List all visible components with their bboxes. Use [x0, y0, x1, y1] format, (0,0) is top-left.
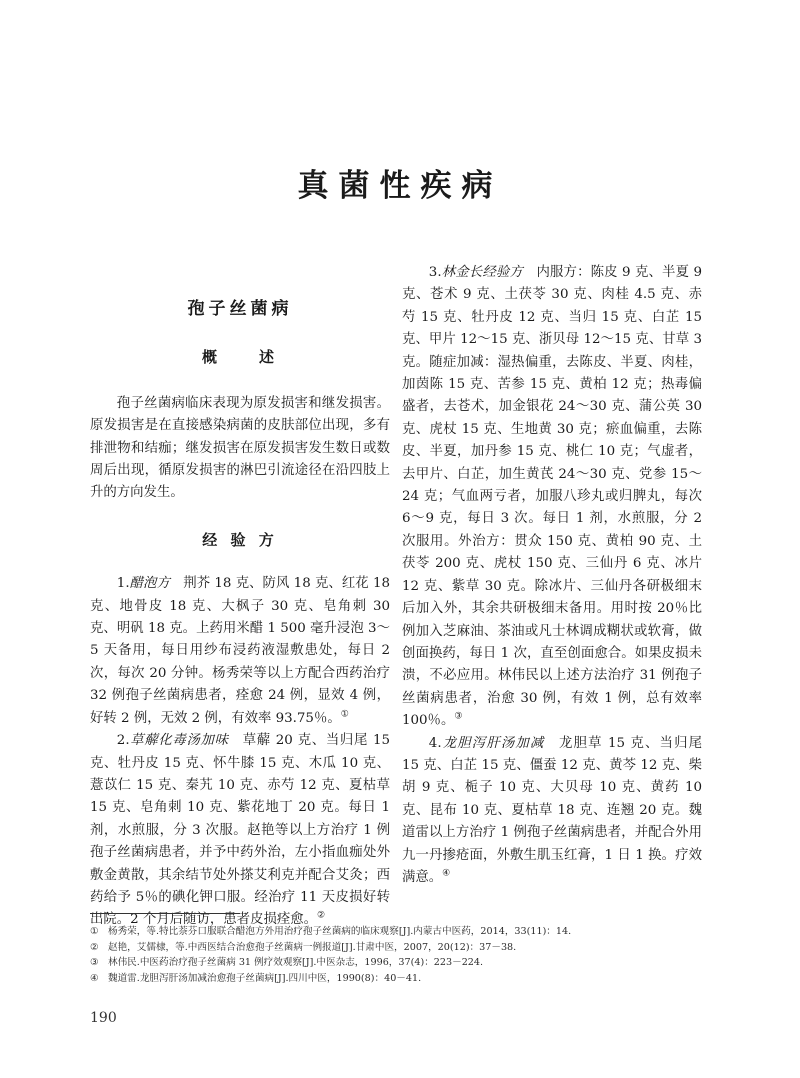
footnote-mark: ④	[90, 972, 99, 984]
formula-name: 醋泡方	[129, 576, 170, 592]
footnotes	[90, 924, 710, 986]
experience-heading: 经 验 方	[202, 530, 278, 549]
footnote-mark: ③	[90, 957, 99, 968]
formula-name: 林金长经验方	[441, 265, 523, 280]
page-title: 真菌性疾病	[297, 168, 503, 204]
footnote-ref[interactable]: ②	[317, 910, 326, 921]
footnote-text: 林伟民.中医药治疗孢子丝菌病 31 例疗效观察[J].中医杂志，1996，37(4)：223－224.	[108, 957, 484, 968]
footnote-ref[interactable]: ③	[454, 711, 463, 722]
footnote-ref[interactable]: ①	[340, 709, 349, 720]
footnote-item	[90, 940, 710, 956]
formula-text: 内服方：陈皮 9 克、半夏 9 克、苍术 9 克、土茯苓 30 克、肉桂 4.5 克、赤芍 15 克、牡丹皮 12 克、当归 15 克、白芷 15 克、甲片 12～15 克、浙贝母 12～15 克、甘草 3 克。随症加减：湿热偏重，去陈皮、半夏、肉桂，加茵陈 15 克、苦参 15 克、黄柏 12 克；热毒偏盛者，去苍术，加金银花 24～30 克、蒲公英 30 克、虎杖 15 克、生地黄 30 克；瘀血偏重，去陈皮、半夏，加丹参 15 克、桃仁 10 克；气虚者，去甲片、白芷，加生黄芪 24～30 克、党参 15～24 克；气血两亏者，加服八珍丸或归脾丸，每次 6～9 克，每日 3 次。每日 1 剂，水煎服，分 2 次服用。外治方：贯众 150 克、黄柏 90 克、土茯苓 200 克、虎杖 150 克、三仙丹 6 克、冰片 12 克、紫草 30 克。除冰片、三仙丹各研极细末后加入外，其余共研极细末备用。用时按 20％比例加入芝麻油、茶油或凡士林调成糊状或软膏，做创面换药，每日 1 次，直至创面愈合。如果皮损未溃，不必应用。林伟民以上述方法治疗 31 例孢子丝菌病患者，治愈 30 例，有效 1 例，总有效率 100％。	[402, 265, 703, 729]
footnote-text: 魏道雷.龙胆泻肝汤加减治愈孢子丝菌病[J].四川中医，1990(8)：40－41.	[108, 972, 422, 984]
footnote-divider	[90, 913, 240, 914]
footnote-mark: ②	[90, 941, 99, 953]
formula-name: 龙胆泻肝汤加减	[441, 735, 545, 751]
footnote-item	[90, 971, 710, 987]
overview-paragraph: 孢子丝菌病临床表现为原发损害和继发损害。原发损害是在直接感染病菌的皮肤部位出现，多有排泄物和结痂；继发损害在原发损害发生数日或数周后出现，循原发损害的淋巴引流途径在沿四肢上升的方向发生。	[90, 395, 390, 501]
footnote-mark: ①	[90, 926, 99, 937]
formula-text: 荆芥 18 克、防风 18 克、红花 18 克、地骨皮 18 克、大枫子 30 克、皂角刺 30 克、明矾 18 克。上药用米醋 1 500 毫升浸泡 3～5 天备用，每日用纱布浸药液湿敷患处，每日 2 次，每次 20 分钟。杨秀荣等以上方配合西药治疗 32 例孢子丝菌病患者，痊愈 24 例，显效 4 例，好转 2 例，无效 2 例，有效率 93.75％。	[90, 576, 390, 726]
formula-text: 草薢 20 克、当归尾 15 克、牡丹皮 15 克、怀牛膝 15 克、木瓜 10 克、薏苡仁 15 克、秦艽 10 克、赤芍 12 克、夏枯草 15 克、皂角刺 10 克、紫花地丁 20 克。每日 1 剂，水煎服，分 3 次服。赵艳等以上方治疗 1 例孢子丝菌病患者，并予中药外治，左小指血痂处外敷金黄散，其余结节处外搽艾利克并配合艾灸；西药给予 5％的碘化钾口服。经治疗 11 天皮损好转出院。2 个月后随访，患者皮损痊愈。	[90, 733, 391, 928]
formula-item-4	[402, 733, 702, 890]
formula-number: 4.	[428, 735, 442, 751]
page-number: 190	[90, 1010, 117, 1026]
left-column	[90, 262, 390, 932]
footnote-text: 杨秀荣，等.特比萘芬口服联合醋泡方外用治疗孢子丝菌病的临床观察[J].内蒙古中医药，2014，33(11)：14.	[108, 926, 572, 937]
footnote-text: 赵艳，艾儒棣，等.中西医结合治愈孢子丝菌病一例报道[J].甘肃中医，2007，20(12)：37－38.	[108, 941, 517, 953]
formula-name: 草薢化毒汤加味	[129, 733, 229, 749]
section-title: 孢子丝菌病	[187, 299, 293, 319]
formula-text: 龙胆草 15 克、当归尾 15 克、白芷 15 克、僵蚕 12 克、黄芩 12 克、柴胡 9 克、栀子 10 克、大贝母 10 克、黄药 10 克、昆布 10 克、夏枯草 18 克、连翘 20 克。魏道雷以上方治疗 1 例孢子丝菌病患者，并配合外用九一丹掺疮面，外敷生肌玉红膏，1 日 1 换。疗效满意。	[402, 735, 703, 885]
formula-number: 1.	[116, 576, 130, 592]
formula-number: 2.	[116, 733, 130, 749]
formula-item-2	[90, 730, 390, 932]
footnote-item	[90, 955, 710, 971]
formula-item-3	[402, 262, 702, 733]
footnote-item	[90, 924, 710, 940]
right-column	[402, 262, 702, 889]
formula-item-1	[90, 573, 390, 730]
overview-heading: 概 述	[201, 348, 278, 367]
formula-number: 3.	[428, 265, 442, 280]
footnote-ref[interactable]: ④	[442, 868, 451, 879]
